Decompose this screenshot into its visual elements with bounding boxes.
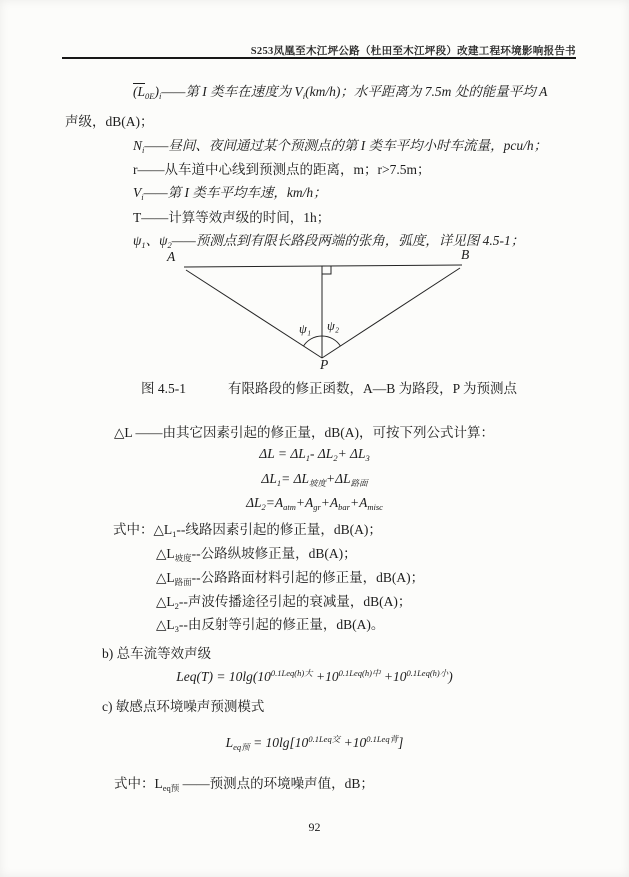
figure-caption-label: 图 4.5-1 xyxy=(141,381,186,396)
page-number: 92 xyxy=(308,820,321,834)
formula-leq-total: $Leq(T) = 10\lg(10^{0.1Leq(h)大} +10^{0.1Leq(h)中} +10^{0.1Leq(h)小})$ xyxy=(176,668,453,684)
point-a-label: A xyxy=(167,249,176,264)
line-b-to-p xyxy=(322,268,460,358)
point-b-label: B xyxy=(461,247,470,262)
definition-l0e-cont: 声级，dB(A)； xyxy=(65,114,154,129)
where-delta-l2: $\triangle L_2--$声波传播途径引起的衰减量，dB(A)； xyxy=(156,594,412,611)
where-delta-l3: $\triangle L_3--$由反射等引起的修正量，dB(A)。 xyxy=(156,617,385,634)
angle-psi2-label: ψ₂ xyxy=(327,319,340,333)
point-p-label: P xyxy=(320,357,329,372)
section-b-heading: b) 总车流等效声级 xyxy=(102,646,212,661)
header-rule xyxy=(62,57,576,59)
right-angle-marker xyxy=(322,266,331,274)
definition-r: r——从车道中心线到预测点的距离，m；r>7.5m； xyxy=(133,162,431,177)
footnote-leq-predict: 式中：$L_{eq预}$ ——预测点的环境噪声值，dB； xyxy=(114,776,374,793)
where-delta-l-slope: $\triangle L_{坡度}--$公路纵坡修正量，dB(A)； xyxy=(156,546,357,563)
definition-psi: $\psi_1$、$\psi_2——$预测点到有限长路段两端的张角，弧度，详见图 4.5-1； xyxy=(133,233,525,250)
definition-l0e: $(L_{0E})_i——$第 I 类车在速度为 $V_i(km/h)$；水平距离为 7.5m 处的能量平均 A xyxy=(133,84,548,101)
formula-leq-predict: $L_{eq预} = 10\lg[10^{0.1Leq交} +10^{0.1Leq背}]$ xyxy=(225,734,404,752)
formula-delta-l1: $\Delta L_1= \Delta L_{坡度}+\Delta L_{路面}$ xyxy=(261,471,368,488)
figure-caption-text: 有限路段的修正函数，A—B 为路段，P 为预测点 xyxy=(228,381,518,396)
line-a-to-p xyxy=(186,270,322,358)
angle-psi1-label: ψ₁ xyxy=(299,322,312,336)
delta-l-intro: △L ——由其它因素引起的修正量，dB(A)，可按下列公式计算： xyxy=(114,425,494,440)
where-delta-l-surface: $\triangle L_{路面}--$公路路面材料引起的修正量，dB(A)； xyxy=(156,570,425,587)
definition-vi: $V_i——$第 I 类车平均车速，km/h； xyxy=(133,185,327,202)
section-c-heading: c) 敏感点环境噪声预测模式 xyxy=(102,699,265,714)
report-header-title: S253凤凰至木江坪公路（杜田至木江坪段）改建工程环境影响报告书 xyxy=(250,46,576,57)
where-delta-l1: 式中：$\triangle L_1--$线路因素引起的修正量，dB(A)； xyxy=(113,522,382,539)
definition-t: T——计算等效声级的时间，1h； xyxy=(133,210,331,225)
formula-delta-l-total: $\Delta L = \Delta L_1-$ $\Delta L_2+ \Delta L_3$ xyxy=(259,446,370,463)
definition-ni: $N_i——$昼间、夜间通过某个预测点的第 I 类车平均小时车流量，pcu/h； xyxy=(133,138,548,155)
formula-delta-l2: $\Delta L_2=A_{atm}+A_{gr}+A_{bar}+A_{misc}$ xyxy=(246,495,383,512)
